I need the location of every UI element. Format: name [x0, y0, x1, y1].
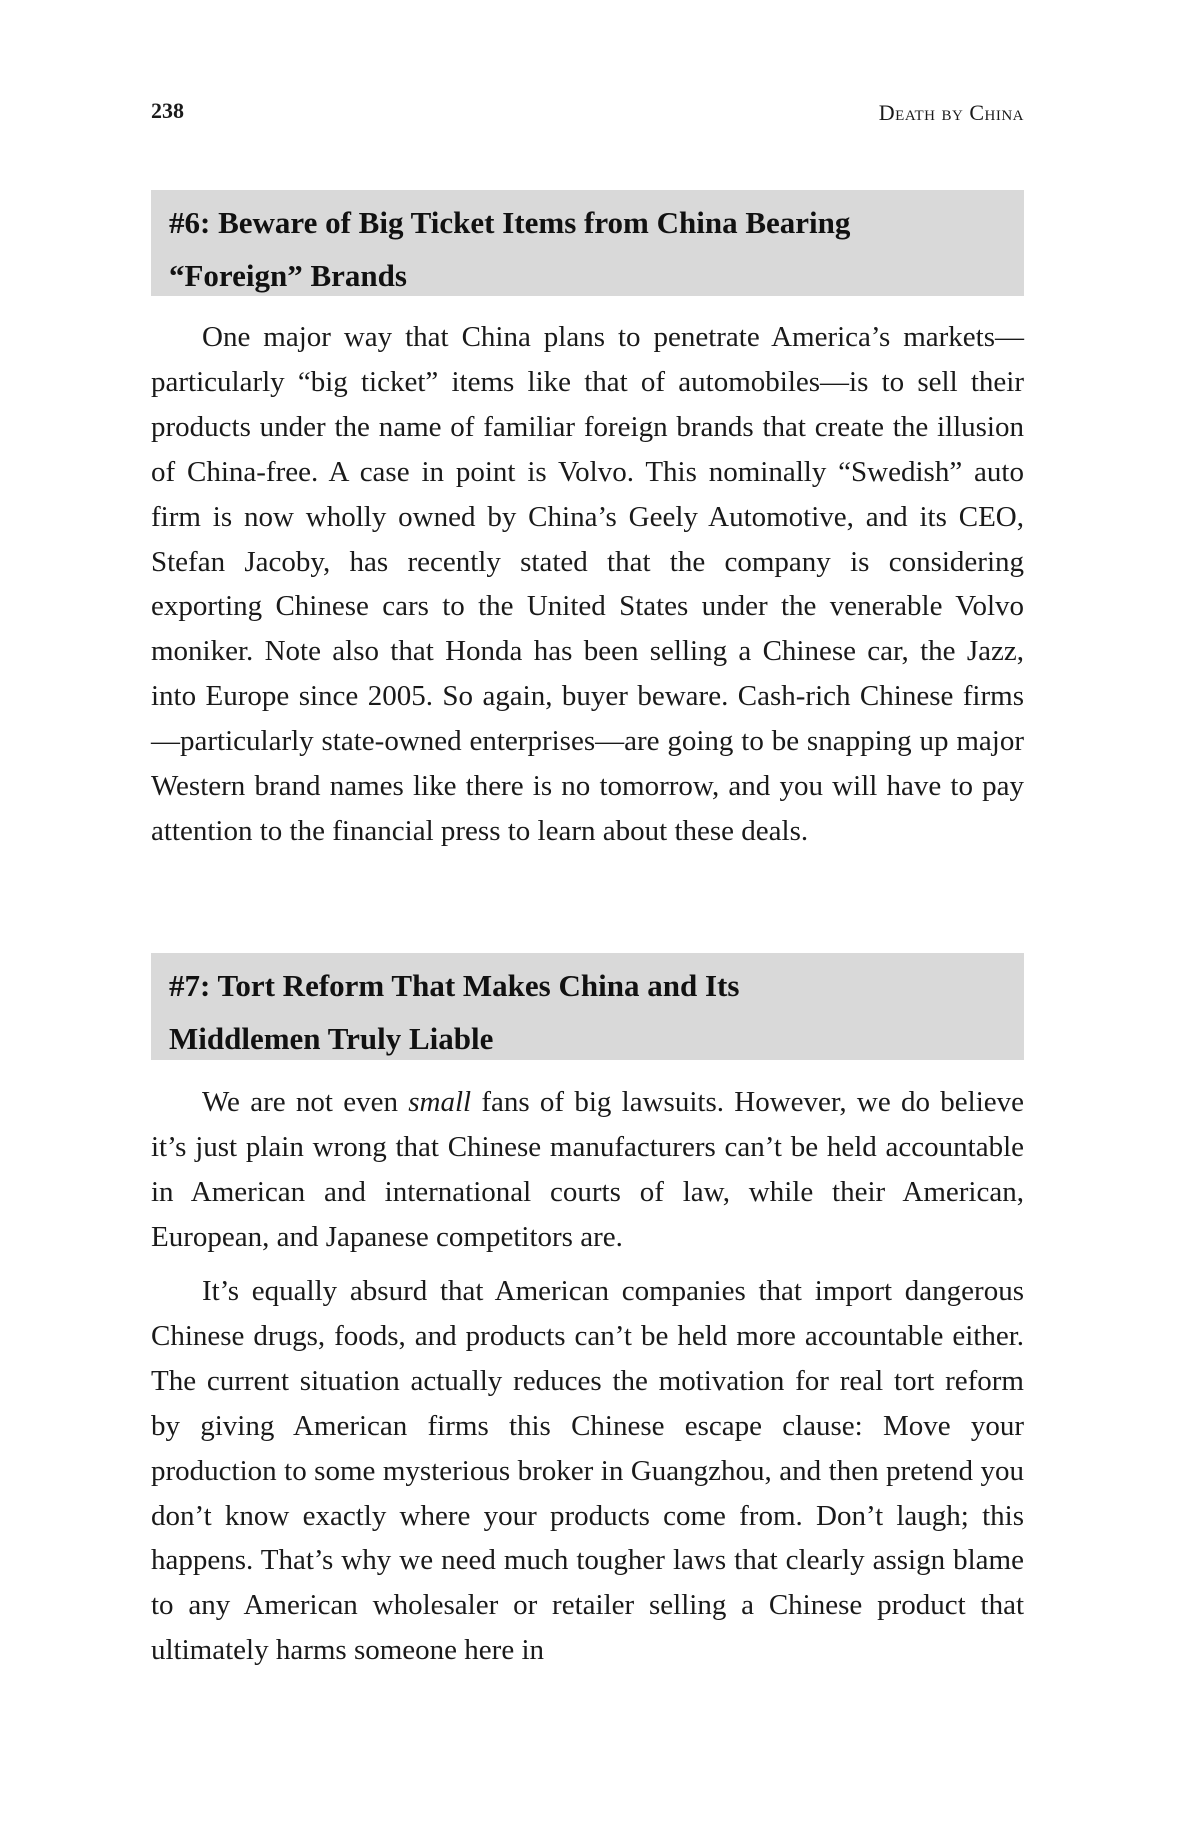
book-title: Death by China	[878, 100, 1024, 125]
running-head	[151, 98, 1024, 138]
emphasis-text: small	[408, 1086, 472, 1118]
section-heading-7-line2: Middlemen Truly Liable	[169, 1021, 494, 1056]
section-heading-6-line1: #6: Beware of Big Ticket Items from China Bearing	[169, 205, 851, 240]
paragraph-text: fans of big lawsuits. However, we do believe it’s just plain wrong that Chinese manufacturers can’t be held accountable in American and international courts of law, while their American, European, and Japanese competitors are.	[151, 1086, 1024, 1253]
section-heading-6	[151, 190, 1024, 296]
section-heading-6-line2: “Foreign” Brands	[169, 258, 407, 293]
section-7-paragraph-2: It’s equally absurd that American companies that import dangerous Chinese drugs, foods, and products can’t be held more accountable either. The current situation actually reduces the motivation for real tort reform by giving American firms this Chinese escape clause: Move your production to some mysterious broker in Guangzhou, and then pretend you don’t know exactly where your products come from. Don’t laugh; this happens. That’s why we need much tougher laws that clearly assign blame to any American wholesaler or retailer selling a Chinese product that ultimately harms someone here in	[151, 1275, 1024, 1667]
section-heading-7	[151, 953, 1024, 1060]
page-number: 238	[151, 98, 184, 123]
section-7-paragraph-1	[151, 1080, 1024, 1260]
paragraph-text: We are not even	[202, 1086, 409, 1118]
section-heading-7-line1: #7: Tort Reform That Makes China and Its	[169, 968, 740, 1003]
section-6-paragraph: One major way that China plans to penetrate America’s markets—particularly “big ticket” items like that of automobiles—is to sell their products under the name of familiar foreign brands that create the illusion of China-free. A case in point is Volvo. This nominally “Swedish” auto firm is now wholly owned by China’s Geely Automotive, and its CEO, Stefan Jacoby, has recently stated that the company is considering exporting Chinese cars to the United States under the venerable Volvo moniker. Note also that Honda has been selling a Chinese car, the Jazz, into Europe since 2005. So again, buyer beware. Cash-rich Chinese firms—particularly state-owned enterprises—are going to be snapping up major Western brand names like there is no tomorrow, and you will have to pay attention to the financial press to learn about these deals.	[151, 321, 1024, 847]
